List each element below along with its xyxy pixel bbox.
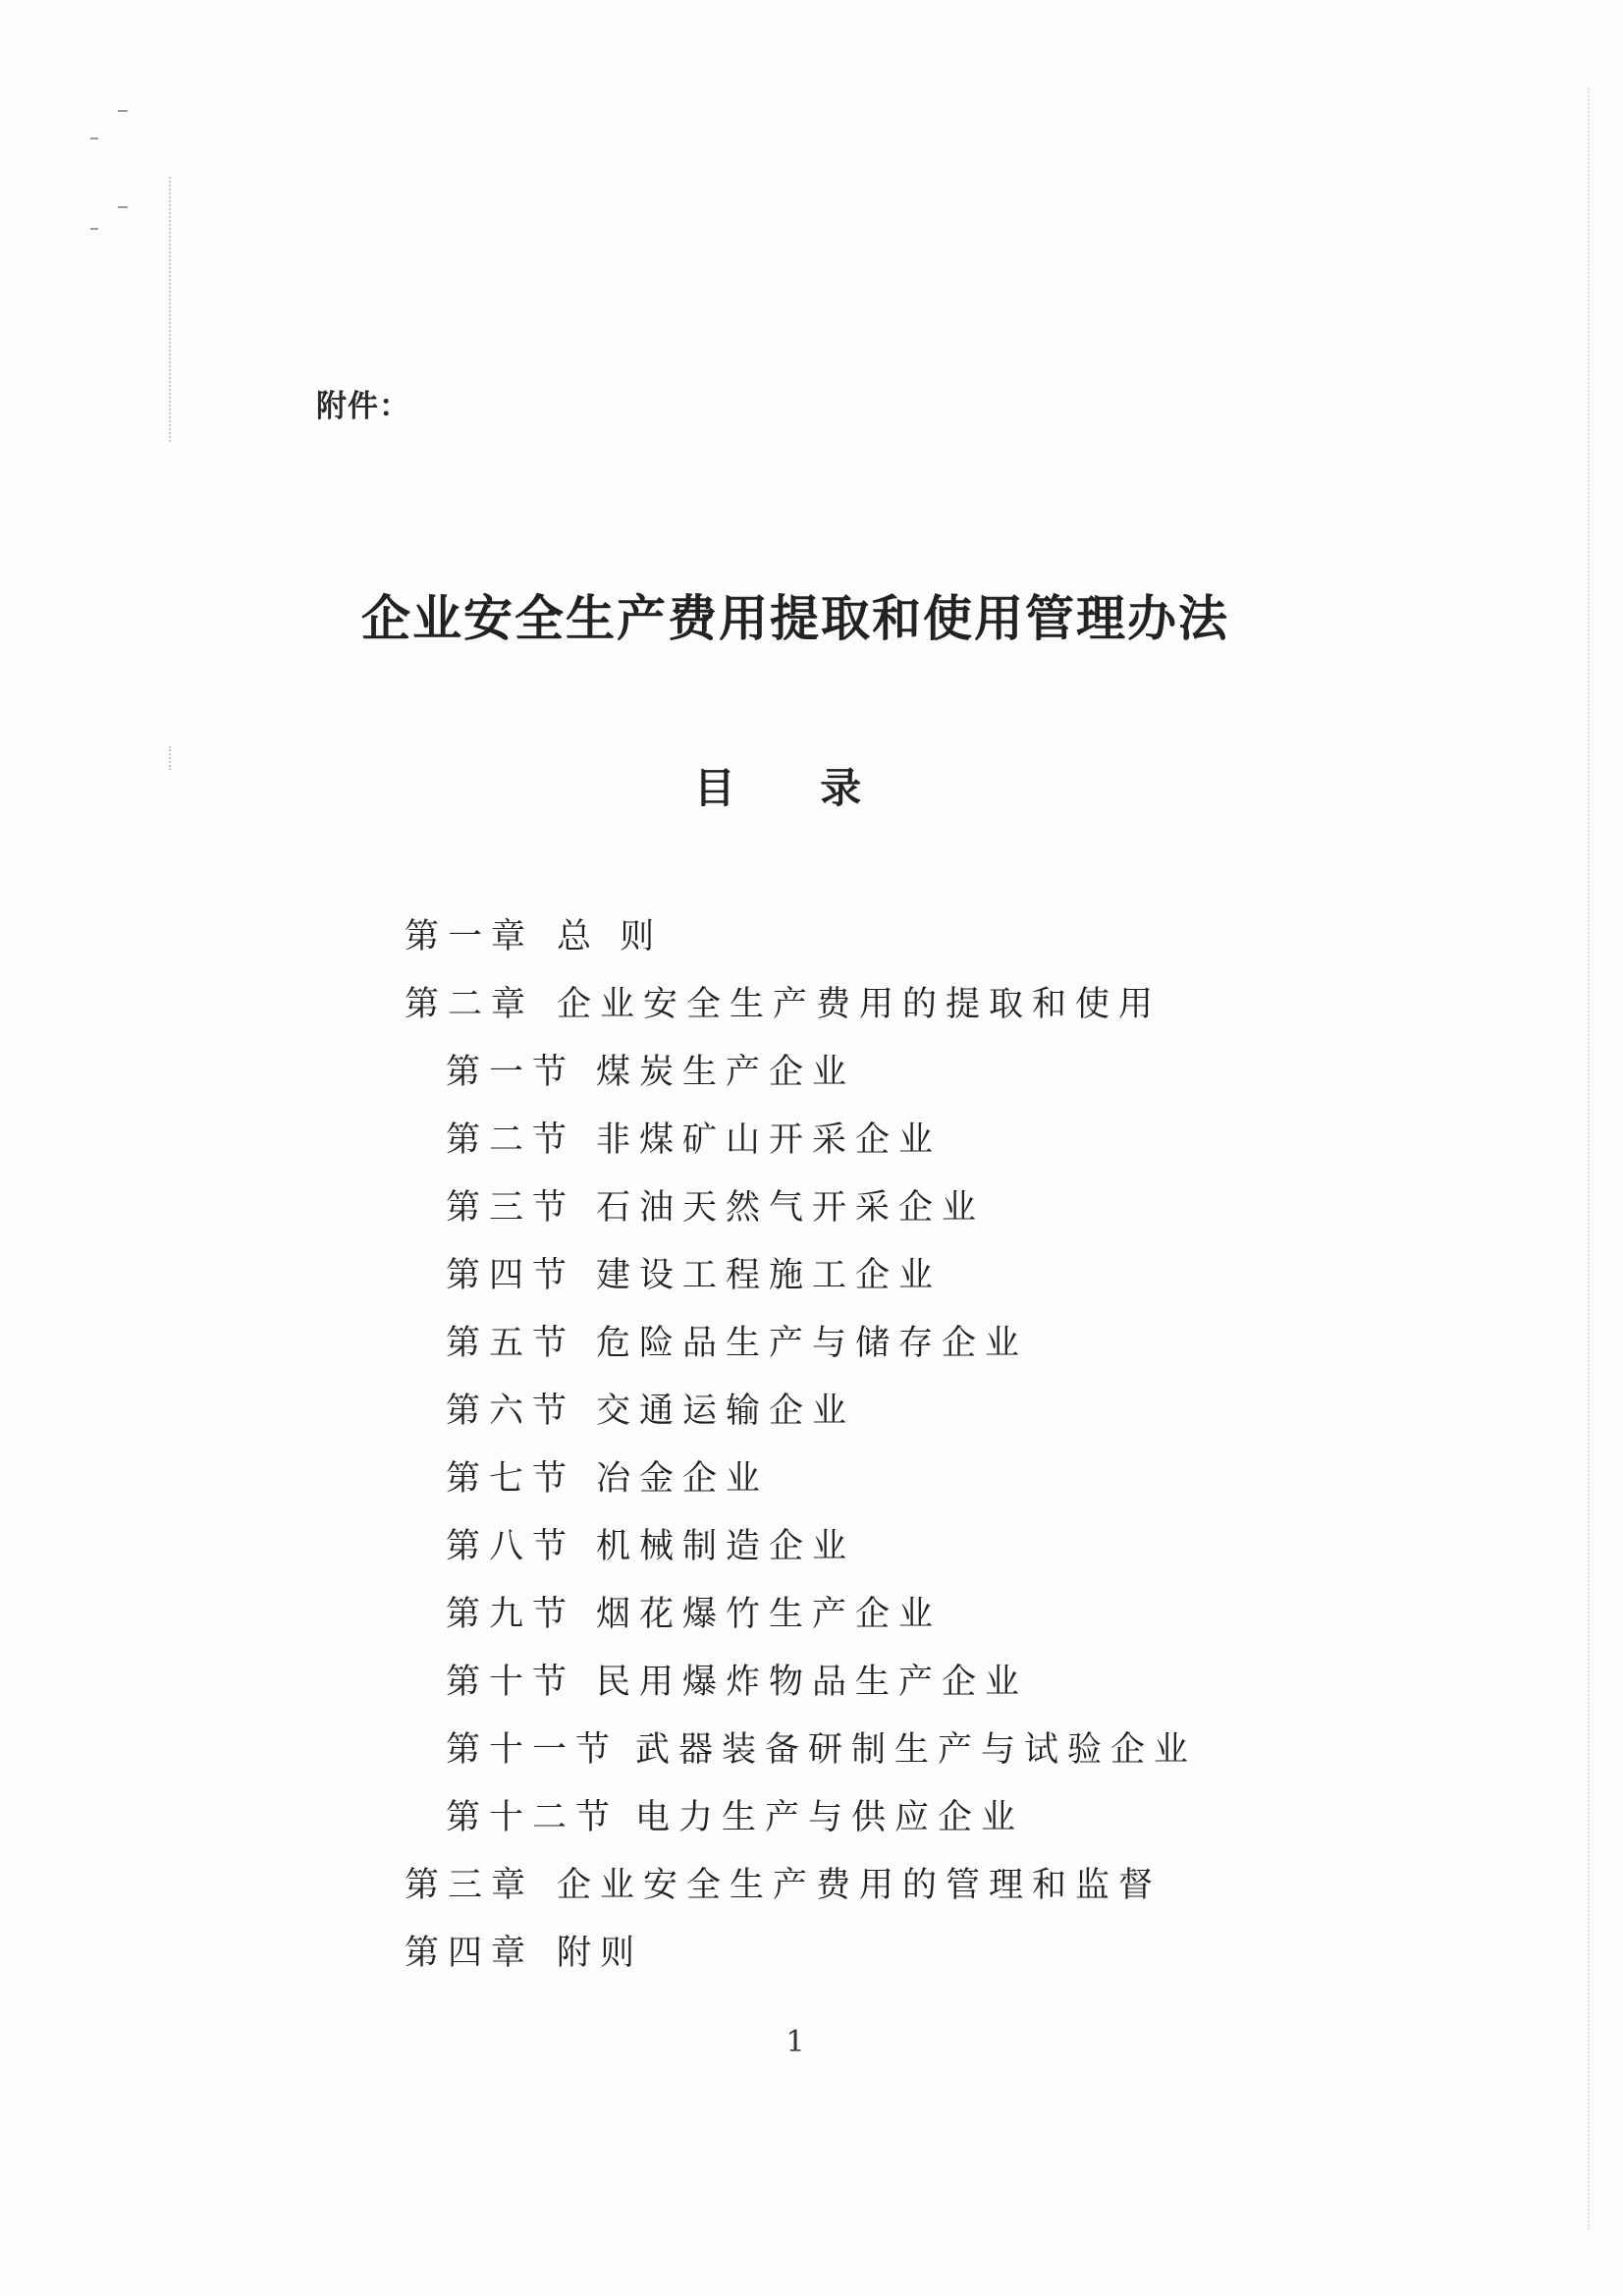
attachment-label: 附件： — [316, 389, 410, 424]
toc-item-number: 第二节 — [446, 1121, 576, 1160]
toc-item-text: 武器装备研制生产与试验企业 — [635, 1730, 1198, 1770]
toc-item-section — [405, 1107, 1197, 1175]
toc-item-number: 第四节 — [446, 1256, 576, 1295]
toc-item-section — [405, 1717, 1197, 1784]
toc-item-number: 第五节 — [446, 1324, 576, 1363]
scan-mark — [90, 228, 98, 230]
scan-mark — [118, 206, 128, 208]
toc-item-section — [405, 1310, 1197, 1378]
toc-item-text: 非煤矿山开采企业 — [596, 1121, 943, 1160]
scan-mark — [118, 110, 128, 112]
toc-item-section — [405, 1242, 1197, 1310]
toc-item-number: 第十一节 — [446, 1730, 620, 1770]
scan-edge-line — [169, 177, 171, 442]
toc-item-text: 危险品生产与储存企业 — [596, 1324, 1029, 1363]
toc-heading: 目 录 — [693, 764, 897, 812]
toc-item-chapter — [405, 1852, 1197, 1920]
toc-item-text: 电力生产与供应企业 — [635, 1798, 1025, 1837]
scan-edge-line — [1588, 88, 1590, 2229]
toc-item-section — [405, 1039, 1197, 1107]
toc-item-number: 第一节 — [446, 1053, 576, 1092]
toc-item-number: 第八节 — [446, 1527, 576, 1566]
toc-item-text: 建设工程施工企业 — [596, 1256, 943, 1295]
toc-item-section — [405, 1649, 1197, 1717]
toc-item-text: 烟花爆竹生产企业 — [596, 1595, 943, 1634]
toc-item-number: 第三节 — [446, 1188, 576, 1228]
toc-item-text: 总 则 — [557, 917, 664, 957]
toc-item-number: 第七节 — [446, 1459, 576, 1499]
toc-item-chapter — [405, 1920, 1197, 1988]
toc-item-text: 石油天然气开采企业 — [596, 1188, 986, 1228]
toc-item-number: 第四章 — [405, 1934, 535, 1973]
toc-item-number: 第十节 — [446, 1663, 576, 1702]
toc-item-text: 机械制造企业 — [596, 1527, 856, 1566]
toc-item-section — [405, 1378, 1197, 1446]
toc-item-section — [405, 1581, 1197, 1649]
toc-item-number: 第二章 — [405, 985, 535, 1024]
scan-mark — [90, 137, 98, 139]
page-number: 1 — [785, 2025, 805, 2059]
toc-item-number: 第三章 — [405, 1866, 535, 1905]
toc-item-text: 煤炭生产企业 — [596, 1053, 856, 1092]
toc-item-chapter — [405, 971, 1197, 1039]
toc-item-section — [405, 1513, 1197, 1581]
table-of-contents — [405, 903, 1197, 1988]
toc-item-text: 冶金企业 — [596, 1459, 770, 1499]
toc-item-number: 第十二节 — [446, 1798, 620, 1837]
toc-item-number: 第九节 — [446, 1595, 576, 1634]
toc-item-text: 企业安全生产费用的提取和使用 — [557, 985, 1163, 1024]
toc-item-text: 企业安全生产费用的管理和监督 — [557, 1866, 1163, 1905]
toc-item-number: 第六节 — [446, 1392, 576, 1431]
toc-item-section — [405, 1446, 1197, 1513]
toc-item-text: 附则 — [557, 1934, 644, 1973]
toc-item-text: 交通运输企业 — [596, 1392, 856, 1431]
toc-item-text: 民用爆炸物品生产企业 — [596, 1663, 1029, 1702]
toc-item-number: 第一章 — [405, 917, 535, 957]
document-title: 企业安全生产费用提取和使用管理办法 — [361, 589, 1229, 647]
toc-item-section — [405, 1175, 1197, 1242]
toc-item-chapter — [405, 903, 1197, 971]
toc-item-section — [405, 1784, 1197, 1852]
